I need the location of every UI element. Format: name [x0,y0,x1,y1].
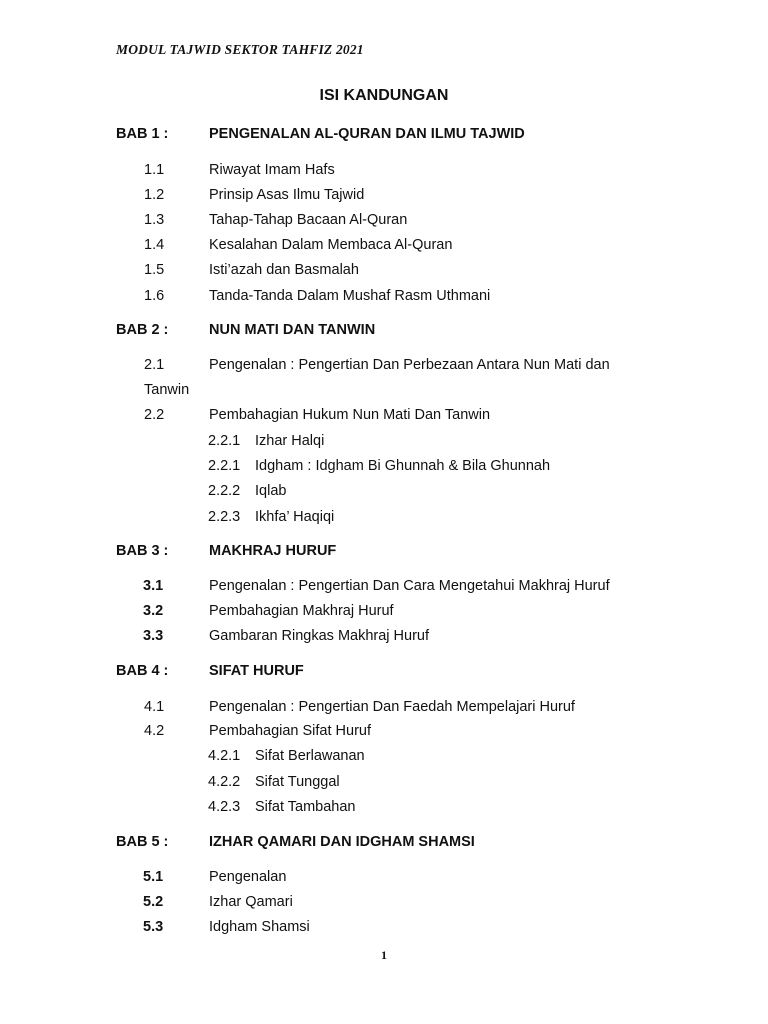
subitem-number: 4.2.3 [208,799,241,815]
bab-3-label: BAB 3 : [116,543,169,559]
item-text: Idgham Shamsi [209,919,310,935]
item-text: Pengenalan : Pengertian Dan Cara Mengetahui Makhraj Huruf [209,578,610,594]
subitem-number: 2.2.3 [208,509,241,525]
bab-2-label: BAB 2 : [116,322,169,338]
item-text: Isti’azah dan Basmalah [209,262,359,278]
item-number: 2.1 [144,357,165,373]
subitem-text: Sifat Berlawanan [255,748,365,764]
item-number: 5.2 [143,894,164,910]
item-number: 1.3 [144,212,165,228]
item-number: 3.2 [143,603,164,619]
item-number: 1.4 [144,237,165,253]
page-number: 1 [381,948,387,962]
subitem-text: Iqlab [255,483,287,499]
item-text-continuation: Tanwin [144,382,190,398]
subitem-number: 4.2.1 [208,748,241,764]
subitem-text: Sifat Tunggal [255,774,340,790]
running-header: MODUL TAJWID SEKTOR TAHFIZ 2021 [116,42,364,57]
bab-3-title: MAKHRAJ HURUF [209,543,337,559]
subitem-number: 4.2.2 [208,774,241,790]
subitem-number: 2.2.2 [208,483,241,499]
bab-2-title: NUN MATI DAN TANWIN [209,322,376,338]
item-text: Pembahagian Sifat Huruf [209,723,372,739]
bab-5-title: IZHAR QAMARI DAN IDGHAM SHAMSI [209,834,475,850]
item-text: Kesalahan Dalam Membaca Al-Quran [209,237,453,253]
item-text: Riwayat Imam Hafs [209,162,335,178]
bab-4-label: BAB 4 : [116,663,169,679]
page-title: ISI KANDUNGAN [319,87,449,104]
subitem-text: Idgham : Idgham Bi Ghunnah & Bila Ghunnah [255,458,551,474]
bab-1-title: PENGENALAN AL-QURAN DAN ILMU TAJWID [209,126,525,142]
subitem-text: Sifat Tambahan [255,799,356,815]
item-text: Pengenalan [209,869,287,885]
item-text: Pengenalan : Pengertian Dan Perbezaan Antara Nun Mati dan [209,357,610,373]
item-text: Tanda-Tanda Dalam Mushaf Rasm Uthmani [209,288,491,304]
item-text: Pembahagian Hukum Nun Mati Dan Tanwin [209,407,491,423]
bab-1-label: BAB 1 : [116,126,169,142]
subitem-text: Izhar Halqi [255,433,325,449]
item-number: 3.1 [143,578,164,594]
subitem-text: Ikhfa’ Haqiqi [255,509,335,525]
item-number: 5.1 [143,869,164,885]
item-number: 2.2 [144,407,165,423]
item-number: 3.3 [143,628,164,644]
subitem-number: 2.2.1 [208,433,241,449]
item-number: 1.1 [144,162,165,178]
item-number: 1.6 [144,288,165,304]
item-text: Pengenalan : Pengertian Dan Faedah Mempelajari Huruf [209,699,575,715]
subitem-number: 2.2.1 [208,458,241,474]
item-number: 4.1 [144,699,165,715]
item-text: Gambaran Ringkas Makhraj Huruf [209,628,430,644]
item-number: 4.2 [144,723,165,739]
item-number: 1.5 [144,262,165,278]
item-number: 1.2 [144,187,165,203]
item-text: Prinsip Asas Ilmu Tajwid [209,187,365,203]
item-text: Izhar Qamari [209,894,293,910]
item-text: Pembahagian Makhraj Huruf [209,603,394,619]
item-number: 5.3 [143,919,164,935]
bab-5-label: BAB 5 : [116,834,169,850]
item-text: Tahap-Tahap Bacaan Al-Quran [209,212,408,228]
bab-4-title: SIFAT HURUF [209,663,304,679]
